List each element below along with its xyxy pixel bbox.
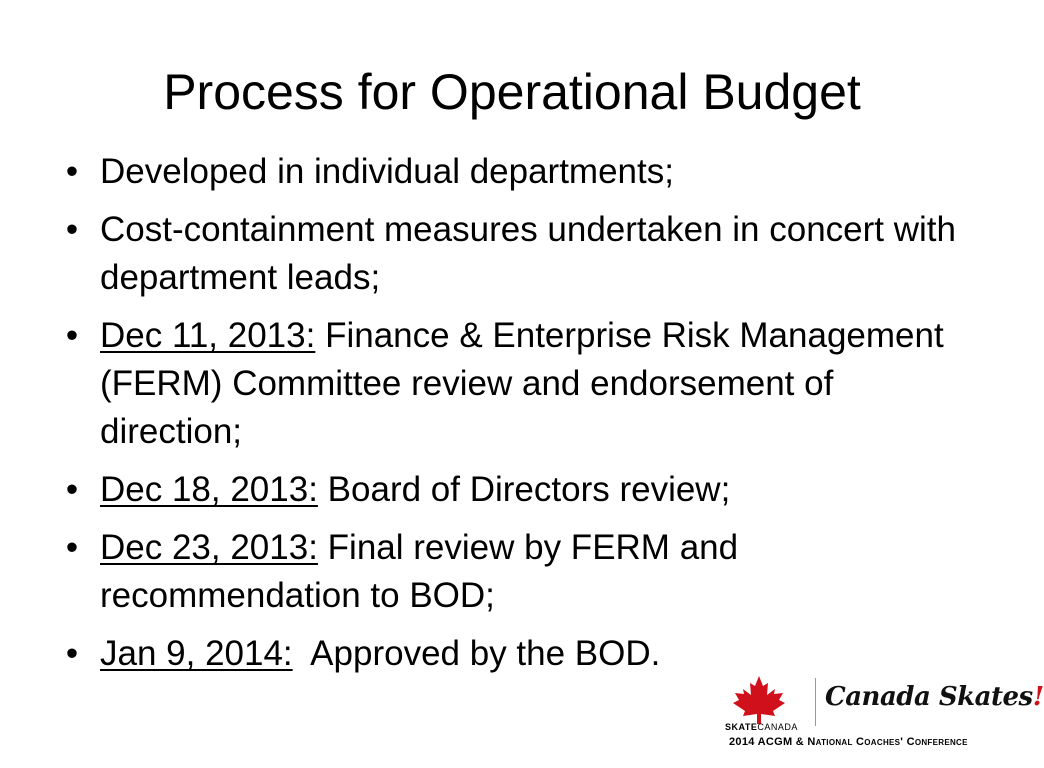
bullet-date: Jan 9, 2014: [100,634,293,673]
list-item [58,524,958,620]
bullet-icon: • [65,152,79,191]
footer-logo [725,674,1044,758]
bullet-text: Finance & Enterprise Risk Management (FERM) Committee review and endorsement of direction; [100,316,944,451]
bullet-text: Approved by the BOD. [302,634,661,673]
list-item [58,206,958,302]
canada-skates-text: Canada Skates [825,682,1033,712]
bullet-text: Board of Directors review; [327,470,731,509]
bullet-text: Cost-containment measures undertaken in concert with department leads; [100,210,956,297]
bullet-icon: • [65,528,79,567]
list-item [58,630,958,678]
slide-title: Process for Operational Budget [163,64,861,120]
list-item [58,312,958,456]
logo-divider [815,678,816,726]
maple-leaf-icon [729,674,789,724]
list-item [58,466,958,514]
bullet-icon: • [65,316,79,355]
bullet-date: Dec 18, 2013: [100,470,318,509]
skate-canada-wordmark [725,722,798,732]
bullet-icon: • [65,634,79,673]
bullet-icon: • [65,470,79,509]
bullet-list [58,148,958,688]
canada-skates-logo [825,682,1044,712]
skate-word: SKATE [725,722,758,732]
canada-word: CANADA [757,722,798,732]
list-item [58,148,958,196]
bullet-icon: • [65,210,79,249]
bullet-text: Final review by FERM and recommendation to BOD; [100,528,739,615]
bullet-date: Dec 11, 2013: [100,316,316,355]
bullet-text: Developed in individual departments; [100,152,674,191]
canada-skates-bang: ! [1032,682,1044,712]
bullet-date: Dec 23, 2013: [100,528,318,567]
event-name: 2014 ACGM & National Coaches' Conference [729,736,968,748]
